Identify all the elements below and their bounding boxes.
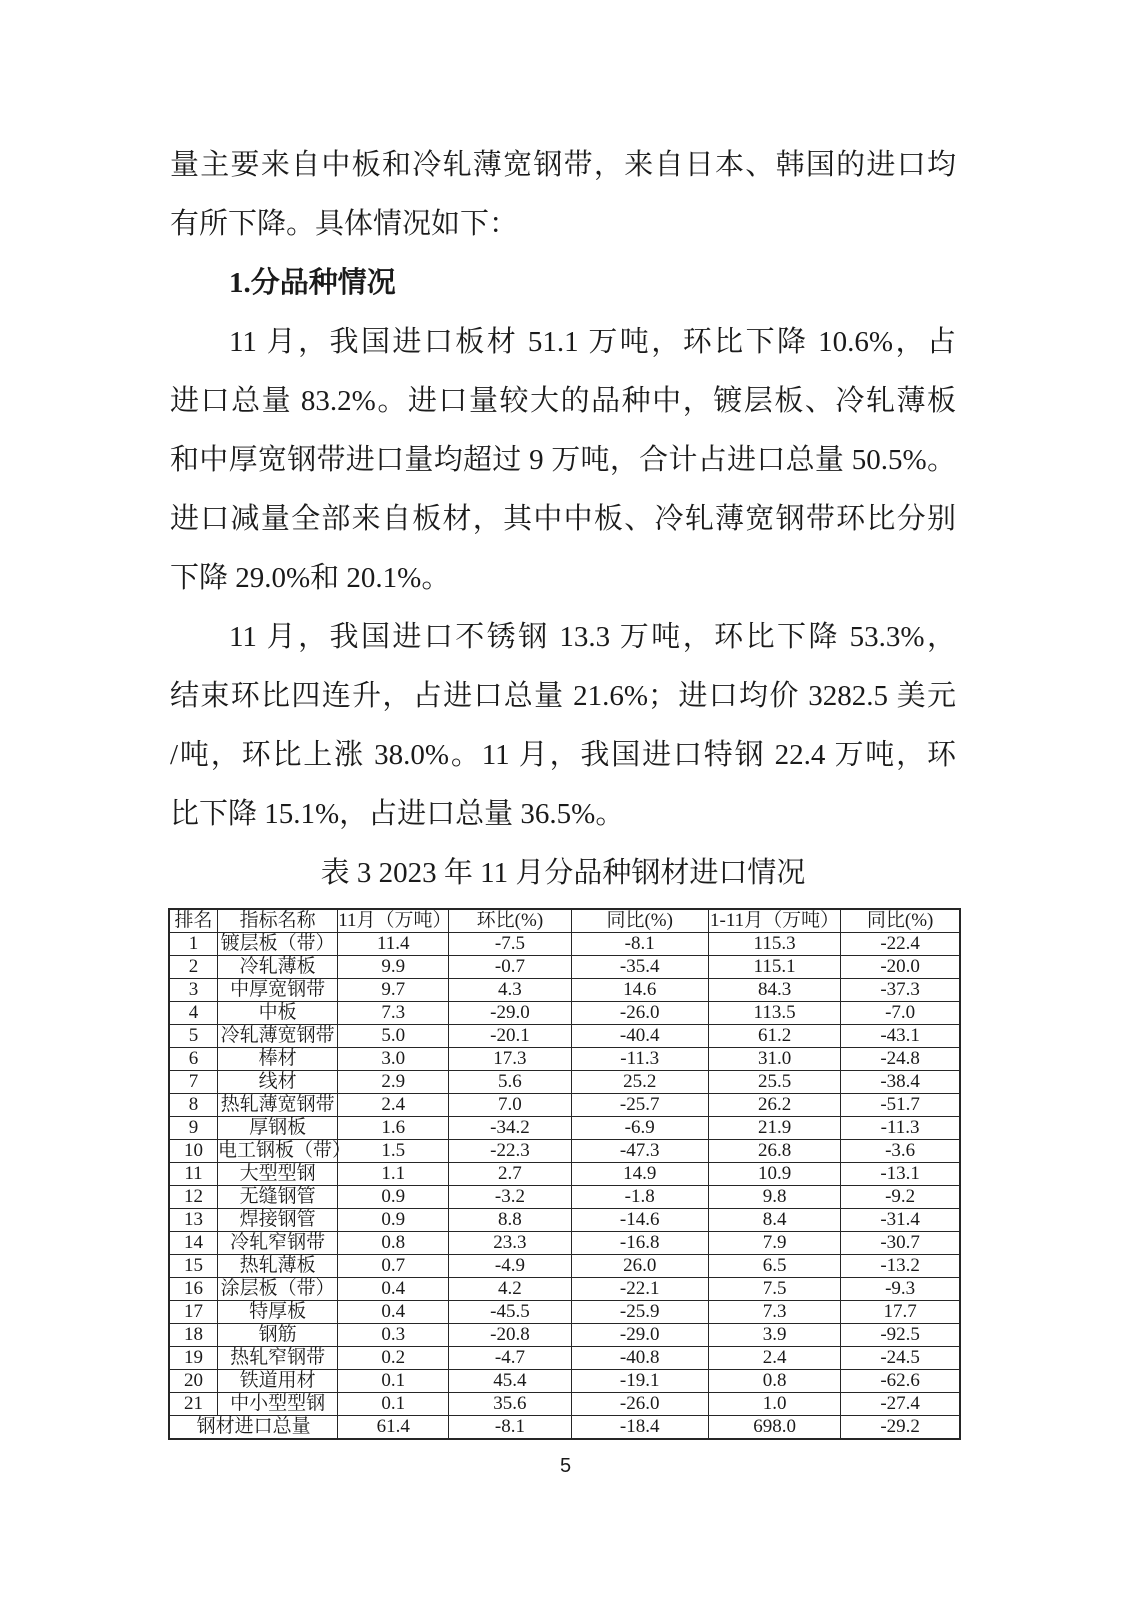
table-cell: -37.3 bbox=[841, 979, 960, 1002]
table-row bbox=[169, 1301, 960, 1324]
table-cell: 0.4 bbox=[338, 1301, 449, 1324]
table-cell: -40.4 bbox=[571, 1025, 708, 1048]
table-cell: 8.4 bbox=[708, 1209, 840, 1232]
table-cell: 13 bbox=[169, 1209, 217, 1232]
table-row bbox=[169, 1025, 960, 1048]
table-row bbox=[169, 1393, 960, 1416]
paragraph-line: 有所下降。具体情况如下： bbox=[170, 208, 519, 240]
table-cell: 9.7 bbox=[338, 979, 449, 1002]
table-row bbox=[169, 1163, 960, 1186]
table-cell: 2.7 bbox=[449, 1163, 571, 1186]
table-cell: -16.8 bbox=[571, 1232, 708, 1255]
table-cell: 8 bbox=[169, 1094, 217, 1117]
table-cell: 31.0 bbox=[708, 1048, 840, 1071]
table-cell: 115.1 bbox=[708, 956, 840, 979]
table-cell: -14.6 bbox=[571, 1209, 708, 1232]
table-cell: -4.9 bbox=[449, 1255, 571, 1278]
table-cell: 21.9 bbox=[708, 1117, 840, 1140]
table-cell: 4.2 bbox=[449, 1278, 571, 1301]
table-cell: -45.5 bbox=[449, 1301, 571, 1324]
table-cell: 9.8 bbox=[708, 1186, 840, 1209]
table-cell: 1 bbox=[169, 933, 217, 956]
table-cell: 16 bbox=[169, 1278, 217, 1301]
table-cell: 涂层板（带） bbox=[217, 1278, 337, 1301]
table-cell: 中板 bbox=[217, 1002, 337, 1025]
table-cell: 0.1 bbox=[338, 1393, 449, 1416]
table-cell: -3.2 bbox=[449, 1186, 571, 1209]
table-row bbox=[169, 1071, 960, 1094]
table-cell: 7.3 bbox=[708, 1301, 840, 1324]
table-cell: -31.4 bbox=[841, 1209, 960, 1232]
table-cell: 热轧薄宽钢带 bbox=[217, 1094, 337, 1117]
table-cell: 2.9 bbox=[338, 1071, 449, 1094]
paragraph-line: 下降 29.0%和 20.1%。 bbox=[170, 562, 451, 594]
paragraph-line: 进口减量全部来自板材，其中中板、冷轧薄宽钢带环比分别 bbox=[170, 503, 956, 535]
table-cell: 14.9 bbox=[571, 1163, 708, 1186]
table-cell: 10 bbox=[169, 1140, 217, 1163]
table-cell: 18 bbox=[169, 1324, 217, 1347]
table-cell: 11 bbox=[169, 1163, 217, 1186]
table-cell: 中厚宽钢带 bbox=[217, 979, 337, 1002]
table-cell: -35.4 bbox=[571, 956, 708, 979]
table-cell: 5.6 bbox=[449, 1071, 571, 1094]
table-cell: -8.1 bbox=[449, 1416, 571, 1440]
column-header: 11月（万吨） bbox=[338, 910, 452, 931]
table-cell: 3 bbox=[169, 979, 217, 1002]
table-row bbox=[169, 1186, 960, 1209]
table-cell: -9.2 bbox=[841, 1186, 960, 1209]
table-cell: 45.4 bbox=[449, 1370, 571, 1393]
table-cell: 0.1 bbox=[338, 1370, 449, 1393]
table-row bbox=[169, 1232, 960, 1255]
table-cell: 3.0 bbox=[338, 1048, 449, 1071]
table-cell: -24.5 bbox=[841, 1347, 960, 1370]
table-cell: -27.4 bbox=[841, 1393, 960, 1416]
paragraph-line: 11 月，我国进口板材 51.1 万吨，环比下降 10.6%，占 bbox=[229, 326, 956, 358]
table-cell: 5.0 bbox=[338, 1025, 449, 1048]
table-cell: -18.4 bbox=[571, 1416, 708, 1440]
table-cell: 镀层板（带） bbox=[217, 933, 337, 956]
table-cell: 115.3 bbox=[708, 933, 840, 956]
table-cell: -19.1 bbox=[571, 1370, 708, 1393]
table-cell: -4.7 bbox=[449, 1347, 571, 1370]
table-body bbox=[169, 933, 960, 1440]
table-cell: 冷轧薄板 bbox=[217, 956, 337, 979]
column-header: 指标名称 bbox=[217, 909, 337, 933]
table-cell: -7.0 bbox=[841, 1002, 960, 1025]
table-cell: -26.0 bbox=[571, 1002, 708, 1025]
table-cell: 25.2 bbox=[571, 1071, 708, 1094]
table-cell: 17 bbox=[169, 1301, 217, 1324]
table-cell: -24.8 bbox=[841, 1048, 960, 1071]
table-row bbox=[169, 1347, 960, 1370]
page-number: 5 bbox=[559, 1455, 572, 1477]
table-cell: -1.8 bbox=[571, 1186, 708, 1209]
table-cell: 0.4 bbox=[338, 1278, 449, 1301]
table-cell: -26.0 bbox=[571, 1393, 708, 1416]
table-cell: 9.9 bbox=[338, 956, 449, 979]
column-header: 1-11月（万吨） bbox=[710, 910, 840, 931]
table-cell: -3.6 bbox=[841, 1140, 960, 1163]
table-cell: 0.2 bbox=[338, 1347, 449, 1370]
table-cell: -11.3 bbox=[571, 1048, 708, 1071]
table-cell: 17.7 bbox=[841, 1301, 960, 1324]
table-cell: -38.4 bbox=[841, 1071, 960, 1094]
table-cell: 19 bbox=[169, 1347, 217, 1370]
table-cell: -25.9 bbox=[571, 1301, 708, 1324]
table-cell: -92.5 bbox=[841, 1324, 960, 1347]
table-cell: 5 bbox=[169, 1025, 217, 1048]
table-cell: -8.1 bbox=[571, 933, 708, 956]
table-cell: 11.4 bbox=[338, 933, 449, 956]
table-cell: 1.1 bbox=[338, 1163, 449, 1186]
table-cell: -11.3 bbox=[841, 1117, 960, 1140]
table-title: 表 3 2023 年 11 月分品种钢材进口情况 bbox=[320, 857, 806, 889]
table-cell: 钢材进口总量 bbox=[169, 1416, 338, 1440]
table-cell: 12 bbox=[169, 1186, 217, 1209]
table-cell: -51.7 bbox=[841, 1094, 960, 1117]
table-cell: 17.3 bbox=[449, 1048, 571, 1071]
table-cell: 14 bbox=[169, 1232, 217, 1255]
table-cell: 6 bbox=[169, 1048, 217, 1071]
table-cell: -9.3 bbox=[841, 1278, 960, 1301]
column-header: 环比(%) bbox=[449, 909, 571, 933]
table-cell: -40.8 bbox=[571, 1347, 708, 1370]
table-cell: 21 bbox=[169, 1393, 217, 1416]
table-cell: 特厚板 bbox=[217, 1301, 337, 1324]
table-row bbox=[169, 933, 960, 956]
table-cell: 厚钢板 bbox=[217, 1117, 337, 1140]
table-cell: 线材 bbox=[217, 1071, 337, 1094]
table-cell: -47.3 bbox=[571, 1140, 708, 1163]
paragraph-line: 结束环比四连升，占进口总量 21.6%；进口均价 3282.5 美元 bbox=[170, 680, 956, 712]
table-cell: -6.9 bbox=[571, 1117, 708, 1140]
table-cell: 26.8 bbox=[708, 1140, 840, 1163]
table-cell: 中小型型钢 bbox=[217, 1393, 337, 1416]
table-row bbox=[169, 1370, 960, 1393]
table-cell: 冷轧窄钢带 bbox=[217, 1232, 337, 1255]
table-row bbox=[169, 1094, 960, 1117]
table-cell: 7.9 bbox=[708, 1232, 840, 1255]
table-cell: 0.3 bbox=[338, 1324, 449, 1347]
table-cell: 1.6 bbox=[338, 1117, 449, 1140]
table-cell: 冷轧薄宽钢带 bbox=[217, 1025, 337, 1048]
table-row bbox=[169, 1117, 960, 1140]
steel-import-table bbox=[168, 908, 961, 1440]
table-cell: 15 bbox=[169, 1255, 217, 1278]
table-row bbox=[169, 1209, 960, 1232]
table-cell: 7 bbox=[169, 1071, 217, 1094]
table-cell: -43.1 bbox=[841, 1025, 960, 1048]
table-total-row bbox=[169, 1416, 960, 1440]
paragraph-line: 比下降 15.1%，占进口总量 36.5%。 bbox=[170, 798, 625, 830]
table-cell: 0.8 bbox=[338, 1232, 449, 1255]
table-cell: 26.2 bbox=[708, 1094, 840, 1117]
table-cell: 113.5 bbox=[708, 1002, 840, 1025]
table-cell: 61.2 bbox=[708, 1025, 840, 1048]
table-cell: -7.5 bbox=[449, 933, 571, 956]
table-cell: 8.8 bbox=[449, 1209, 571, 1232]
table-cell: -62.6 bbox=[841, 1370, 960, 1393]
table-cell: 4 bbox=[169, 1002, 217, 1025]
table-cell: 1.5 bbox=[338, 1140, 449, 1163]
table-cell: 3.9 bbox=[708, 1324, 840, 1347]
table-cell: -22.3 bbox=[449, 1140, 571, 1163]
table-cell: -34.2 bbox=[449, 1117, 571, 1140]
paragraph-line: 和中厚宽钢带进口量均超过 9 万吨，合计占进口总量 50.5%。 bbox=[170, 444, 956, 476]
table-cell: -30.7 bbox=[841, 1232, 960, 1255]
table-cell: 2.4 bbox=[338, 1094, 449, 1117]
table-cell: -0.7 bbox=[449, 956, 571, 979]
table-cell: 0.7 bbox=[338, 1255, 449, 1278]
table-cell: 2.4 bbox=[708, 1347, 840, 1370]
table-cell: 10.9 bbox=[708, 1163, 840, 1186]
table-cell: 铁道用材 bbox=[217, 1370, 337, 1393]
table-cell: 698.0 bbox=[708, 1416, 840, 1440]
section-heading: 1.分品种情况 bbox=[229, 267, 396, 299]
table-cell: -20.1 bbox=[449, 1025, 571, 1048]
table-row bbox=[169, 1048, 960, 1071]
table-cell: 电工钢板（带） bbox=[217, 1140, 351, 1161]
table-cell: 61.4 bbox=[338, 1416, 449, 1440]
table-cell: 7.0 bbox=[449, 1094, 571, 1117]
table-header-row bbox=[169, 909, 960, 933]
table-row bbox=[169, 956, 960, 979]
document-body bbox=[170, 136, 956, 903]
table-cell: 钢筋 bbox=[217, 1324, 337, 1347]
table-cell: -13.2 bbox=[841, 1255, 960, 1278]
table-cell: 棒材 bbox=[217, 1048, 337, 1071]
table-cell: -29.0 bbox=[449, 1002, 571, 1025]
table-row bbox=[169, 979, 960, 1002]
table-row bbox=[169, 1140, 960, 1163]
table-cell: 无缝钢管 bbox=[217, 1186, 337, 1209]
table-cell: -25.7 bbox=[571, 1094, 708, 1117]
table-cell: 大型型钢 bbox=[217, 1163, 337, 1186]
table-cell: 20 bbox=[169, 1370, 217, 1393]
table-cell: 热轧薄板 bbox=[217, 1255, 337, 1278]
table-cell: 6.5 bbox=[708, 1255, 840, 1278]
table-row bbox=[169, 1278, 960, 1301]
table-cell: 7.5 bbox=[708, 1278, 840, 1301]
table-cell: -22.4 bbox=[841, 933, 960, 956]
table-cell: 4.3 bbox=[449, 979, 571, 1002]
table-cell: -20.8 bbox=[449, 1324, 571, 1347]
paragraph-line: 量主要来自中板和冷轧薄宽钢带，来自日本、韩国的进口均 bbox=[170, 149, 956, 181]
table-cell: 热轧窄钢带 bbox=[217, 1347, 337, 1370]
table-row bbox=[169, 1324, 960, 1347]
table-cell: -13.1 bbox=[841, 1163, 960, 1186]
table-cell: -20.0 bbox=[841, 956, 960, 979]
column-header: 同比(%) bbox=[841, 909, 960, 933]
table-cell: 焊接钢管 bbox=[217, 1209, 337, 1232]
table-cell: 1.0 bbox=[708, 1393, 840, 1416]
table-cell: 26.0 bbox=[571, 1255, 708, 1278]
table-cell: 0.9 bbox=[338, 1209, 449, 1232]
table-cell: 2 bbox=[169, 956, 217, 979]
table-cell: 9 bbox=[169, 1117, 217, 1140]
column-header: 同比(%) bbox=[571, 909, 708, 933]
table-row bbox=[169, 1255, 960, 1278]
table-cell: 25.5 bbox=[708, 1071, 840, 1094]
table-cell: 23.3 bbox=[449, 1232, 571, 1255]
table-cell: 14.6 bbox=[571, 979, 708, 1002]
table-cell: -29.0 bbox=[571, 1324, 708, 1347]
column-header: 排名 bbox=[169, 909, 217, 933]
table-cell: 84.3 bbox=[708, 979, 840, 1002]
paragraph-line: 11 月，我国进口不锈钢 13.3 万吨，环比下降 53.3%， bbox=[229, 621, 956, 653]
paragraph-line: 进口总量 83.2%。进口量较大的品种中，镀层板、冷轧薄板 bbox=[170, 385, 956, 417]
table-cell: -22.1 bbox=[571, 1278, 708, 1301]
table-cell: 0.8 bbox=[708, 1370, 840, 1393]
table-cell: 7.3 bbox=[338, 1002, 449, 1025]
table-row bbox=[169, 1002, 960, 1025]
table-cell: 35.6 bbox=[449, 1393, 571, 1416]
table-cell: 0.9 bbox=[338, 1186, 449, 1209]
table-cell: -29.2 bbox=[841, 1416, 960, 1440]
paragraph-line: /吨，环比上涨 38.0%。11 月，我国进口特钢 22.4 万吨，环 bbox=[170, 739, 956, 771]
